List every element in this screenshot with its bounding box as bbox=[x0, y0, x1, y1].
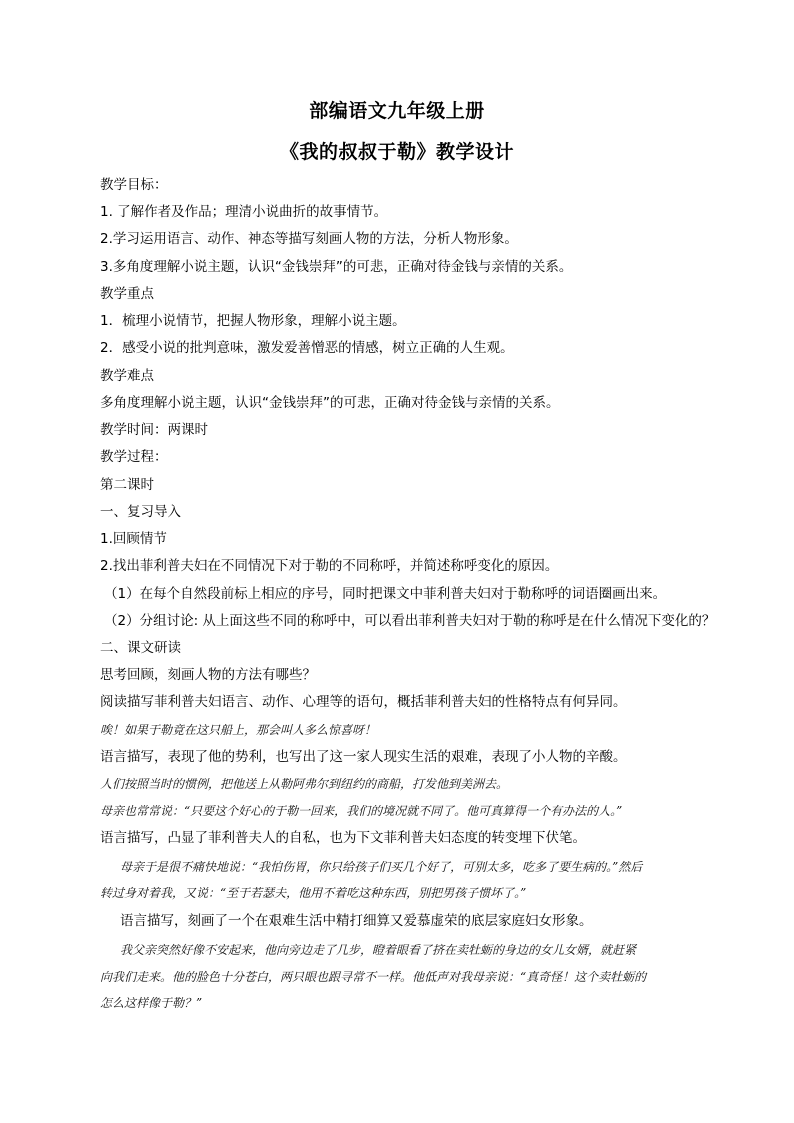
quote-line: 怎么这样像于勒？” bbox=[100, 996, 203, 1010]
section-heading: 教学过程： bbox=[100, 449, 168, 465]
section-heading: 教学目标： bbox=[100, 177, 168, 193]
section-heading: 教学难点 bbox=[100, 368, 154, 384]
quote-line: 转过身对着我，又说：“至于若瑟夫，他用不着吃这种东西，别把男孩子惯坏了。” bbox=[100, 886, 527, 900]
paragraph: 1．梳理小说情节，把握人物形象，理解小说主题。 bbox=[100, 313, 406, 329]
paragraph: 语言描写，表现了他的势利，也写出了这一家人现实生活的艰难，表现了小人物的辛酸。 bbox=[100, 749, 627, 765]
paragraph: 2.找出菲利普夫妇在不同情况下对于勒的不同称呼，并简述称呼变化的原因。 bbox=[100, 558, 559, 574]
quote-line: 向我们走来。他的脸色十分苍白，两只眼也跟寻常不一样。他低声对我母亲说：“真奇怪！这个卖牡蛎的 bbox=[100, 970, 647, 984]
paragraph: 1.回顾情节 bbox=[100, 531, 167, 547]
paragraph: 阅读描写菲利普夫妇语言、动作、心理等的语句，概括菲利普夫妇的性格特点有何异同。 bbox=[100, 694, 627, 710]
paragraph: 教学时间：两课时 bbox=[100, 422, 208, 438]
paragraph: 多角度理解小说主题，认识“金钱崇拜”的可悲，正确对待金钱与亲情的关系。 bbox=[100, 395, 560, 411]
paragraph: 2．感受小说的批判意味，激发爱善憎恶的情感，树立正确的人生观。 bbox=[100, 340, 514, 356]
section-heading: 二、课文研读 bbox=[100, 640, 181, 656]
quote-line: 母亲于是很不痛快地说：“我怕伤胃，你只给孩子们买几个好了，可别太多，吃多了要生病的。”然后 bbox=[120, 860, 643, 874]
quote-line: 我父亲突然好像不安起来，他向旁边走了几步，瞪着眼看了挤在卖牡蛎的身边的女儿女婿，就赶紧 bbox=[120, 943, 637, 957]
paragraph: 1. 了解作者及作品；理清小说曲折的故事情节。 bbox=[100, 204, 388, 220]
paragraph: 2.学习运用语言、动作、神态等描写刻画人物的方法，分析人物形象。 bbox=[100, 231, 518, 247]
document-subtitle: 《我的叔叔于勒》教学设计 bbox=[279, 141, 514, 163]
paragraph: 语言描写，凸显了菲利普夫人的自私，也为下文菲利普夫妇态度的转变埋下伏笔。 bbox=[100, 830, 586, 846]
section-heading: 第二课时 bbox=[100, 477, 154, 493]
section-heading: 一、复习导入 bbox=[100, 504, 181, 520]
quote-line: 唉！如果于勒竟在这只船上，那会叫人多么惊喜呀！ bbox=[100, 723, 377, 737]
paragraph: 思考回顾，刻画人物的方法有哪些？ bbox=[100, 667, 316, 683]
document-title: 部编语文九年级上册 bbox=[309, 100, 485, 122]
paragraph: 3.多角度理解小说主题，认识“金钱崇拜”的可悲，正确对待金钱与亲情的关系。 bbox=[100, 259, 573, 275]
section-heading: 教学重点 bbox=[100, 286, 154, 302]
quote-line: 母亲也常常说：“只要这个好心的于勒一回来，我们的境况就不同了。他可真算得一个有办法的人。” bbox=[100, 804, 623, 818]
quote-line: 人们按照当时的惯例，把他送上从勒阿弗尔到纽约的商船，打发他到美洲去。 bbox=[100, 777, 509, 791]
paragraph: 语言描写，刻画了一个在艰难生活中精打细算又爱慕虚荣的底层家庭妇女形象。 bbox=[120, 913, 593, 929]
paragraph: （1）在每个自然段前标上相应的序号，同时把课文中菲利普夫妇对于勒称呼的词语圈画出来。 bbox=[104, 586, 667, 602]
paragraph: （2）分组讨论: 从上面这些不同的称呼中，可以看出菲利普夫妇对于勒的称呼是在什么情况下变化的？ bbox=[104, 613, 716, 629]
